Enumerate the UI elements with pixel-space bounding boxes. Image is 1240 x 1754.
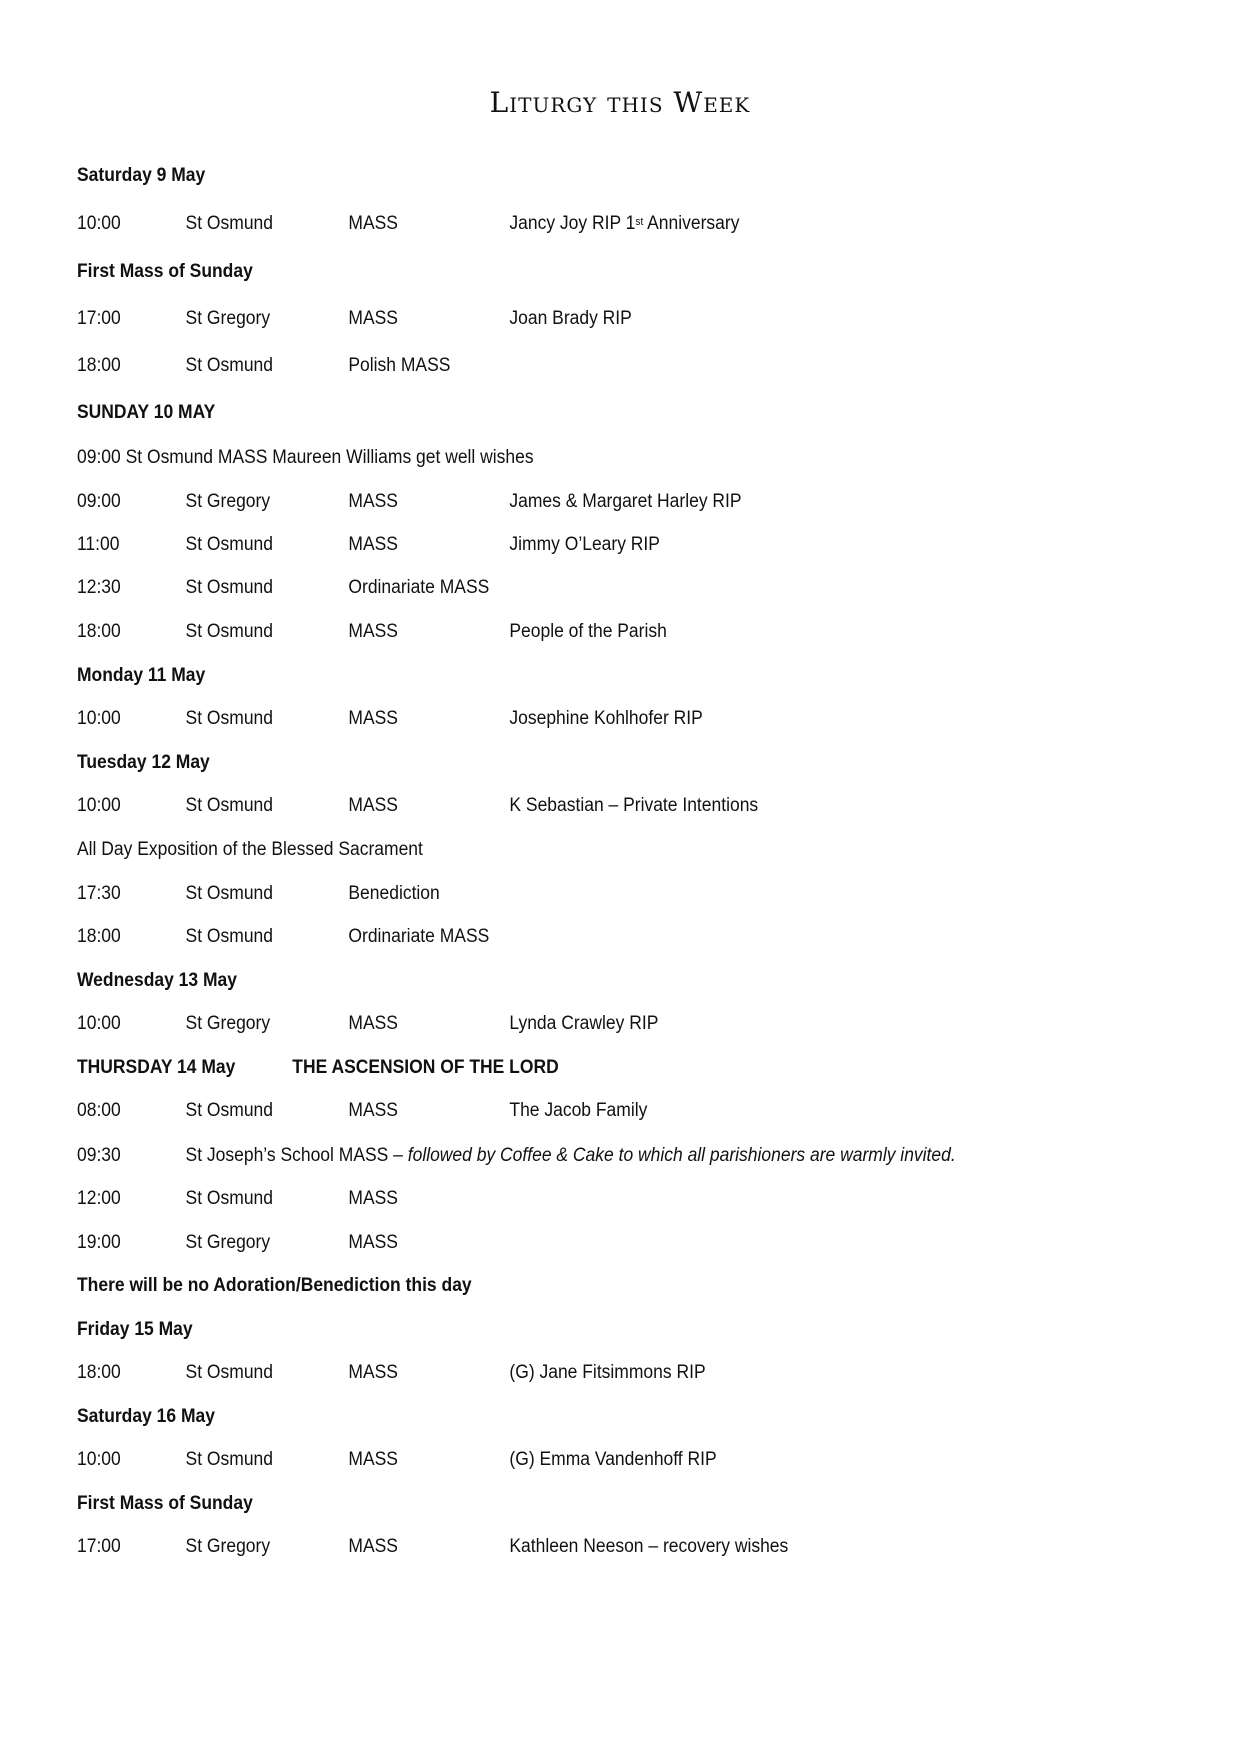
time: 10:00 (77, 1013, 121, 1034)
day-heading: Monday 11 May (77, 665, 206, 686)
school-mass-note: St Joseph’s School MASS – followed by Coffee & Cake to which all parishioners are warmly invited. (185, 1145, 956, 1166)
day-heading: Saturday 16 May (77, 1406, 215, 1427)
time: 18:00 (77, 1362, 121, 1383)
service: Ordinariate MASS (348, 577, 490, 598)
intention: Jimmy O’Leary RIP (509, 534, 660, 555)
time: 10:00 (77, 708, 121, 729)
service: MASS (348, 534, 398, 555)
service: MASS (348, 1449, 398, 1470)
place: St Gregory (185, 1536, 271, 1557)
place: St Osmund (185, 1362, 274, 1383)
place: St Osmund (185, 1449, 274, 1470)
day-heading-date: THURSDAY 14 May (77, 1057, 236, 1078)
time: 19:00 (77, 1232, 121, 1253)
day-heading: First Mass of Sunday (77, 261, 253, 282)
intention: Kathleen Neeson – recovery wishes (509, 1536, 789, 1557)
service: Ordinariate MASS (348, 926, 490, 947)
place: St Gregory (185, 1013, 271, 1034)
schedule-text-row: All Day Exposition of the Blessed Sacrament (77, 839, 423, 860)
place: St Gregory (185, 1232, 271, 1253)
service: MASS (348, 1536, 398, 1557)
time: 18:00 (77, 621, 121, 642)
service: Polish MASS (348, 355, 451, 376)
place: St Osmund (185, 1100, 274, 1121)
time: 09:30 (77, 1145, 121, 1166)
feast-title: THE ASCENSION OF THE LORD (292, 1057, 559, 1078)
time: 10:00 (77, 795, 121, 816)
intention: (G) Jane Fitsimmons RIP (509, 1362, 706, 1383)
intention: James & Margaret Harley RIP (509, 491, 742, 512)
day-heading: First Mass of Sunday (77, 1493, 253, 1514)
place: St Osmund (185, 708, 274, 729)
place: St Osmund (185, 926, 274, 947)
schedule-text-row: 09:00 St Osmund MASS Maureen Williams get well wishes (77, 447, 534, 468)
intention: Jancy Joy RIP 1st Anniversary (509, 213, 740, 234)
place: St Gregory (185, 491, 271, 512)
service: MASS (348, 308, 398, 329)
service: MASS (348, 213, 398, 234)
service: MASS (348, 708, 398, 729)
day-heading: Wednesday 13 May (77, 970, 237, 991)
time: 11:00 (77, 534, 120, 555)
time: 12:30 (77, 577, 121, 598)
service: MASS (348, 1100, 398, 1121)
place: St Osmund (185, 213, 274, 234)
time: 17:30 (77, 883, 121, 904)
service: MASS (348, 1362, 398, 1383)
intention: The Jacob Family (509, 1100, 648, 1121)
service: MASS (348, 491, 398, 512)
time: 17:00 (77, 308, 121, 329)
place: St Gregory (185, 308, 271, 329)
service: MASS (348, 1188, 398, 1209)
intention: Lynda Crawley RIP (509, 1013, 659, 1034)
day-heading: SUNDAY 10 MAY (77, 402, 216, 423)
time: 10:00 (77, 1449, 121, 1470)
intention: Josephine Kohlhofer RIP (509, 708, 703, 729)
place: St Osmund (185, 534, 274, 555)
service: Benediction (348, 883, 440, 904)
intention: (G) Emma Vandenhoff RIP (509, 1449, 717, 1470)
place: St Osmund (185, 355, 274, 376)
intention: Joan Brady RIP (509, 308, 632, 329)
time: 17:00 (77, 1536, 121, 1557)
time: 18:00 (77, 355, 121, 376)
day-heading: Tuesday 12 May (77, 752, 210, 773)
place: St Osmund (185, 577, 274, 598)
service: MASS (348, 621, 398, 642)
place: St Osmund (185, 1188, 274, 1209)
day-heading: Saturday 9 May (77, 165, 206, 186)
time: 12:00 (77, 1188, 121, 1209)
place: St Osmund (185, 883, 274, 904)
time: 10:00 (77, 213, 121, 234)
service: MASS (348, 1013, 398, 1034)
page-title: Liturgy this Week (489, 86, 751, 119)
intention: People of the Parish (509, 621, 667, 642)
notice: There will be no Adoration/Benediction this day (77, 1275, 472, 1296)
time: 18:00 (77, 926, 121, 947)
service: MASS (348, 1232, 398, 1253)
time: 08:00 (77, 1100, 121, 1121)
time: 09:00 (77, 491, 121, 512)
place: St Osmund (185, 795, 274, 816)
day-heading: Friday 15 May (77, 1319, 193, 1340)
intention: K Sebastian – Private Intentions (509, 795, 759, 816)
service: MASS (348, 795, 398, 816)
place: St Osmund (185, 621, 274, 642)
